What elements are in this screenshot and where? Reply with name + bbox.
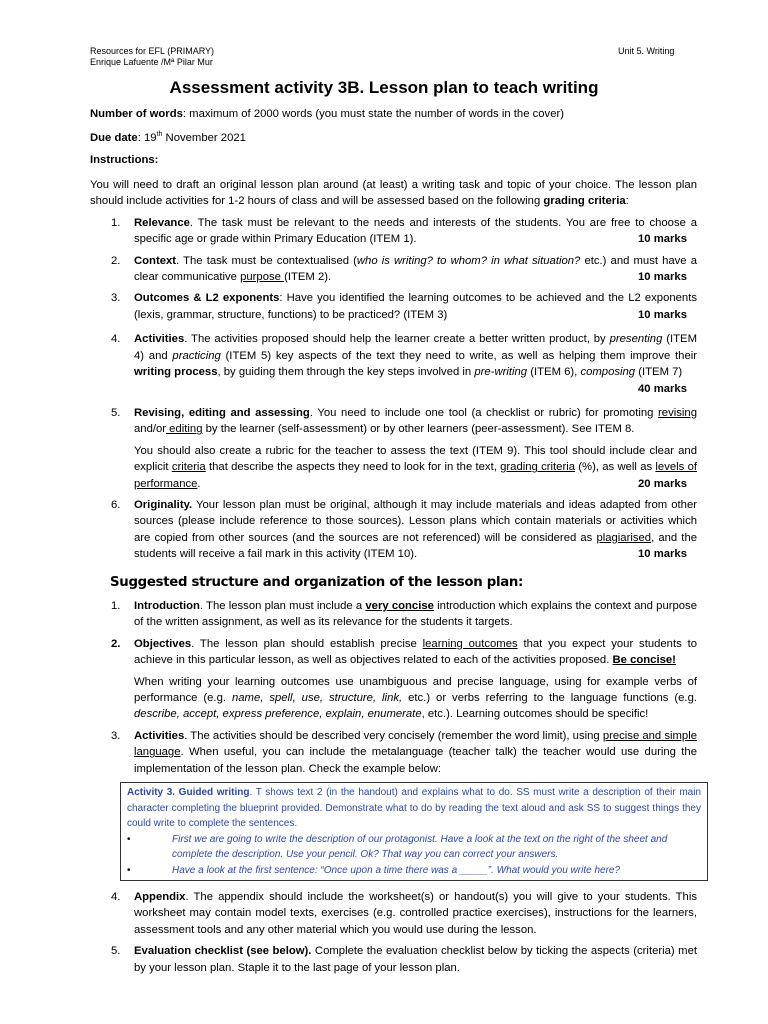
structure-heading: Suggested structure and organization of the lesson plan:: [110, 574, 524, 590]
criterion-revising-rubric: You should also create a rubric for the teacher to assess the text (ITEM 9). This tool should include clear and explicit criteria that describe the aspects they need to look for in the text, grading criteria (%), as well as levels of performance.: [134, 444, 697, 490]
criterion-outcomes: 3. Outcomes & L2 exponents: Have you identified the learning outcomes to be achieved and the L2 exponents (lexis, grammar, structure, functions) to be practiced? (ITEM 3) 10 marks: [90, 290, 697, 323]
intro-paragraph: You will need to draft an original lesson plan around (at least) a writing task and topic of your choice. The lesson plan should include activities for 1-2 hours of class and will be assessed based on the following grading criteria:: [90, 178, 697, 208]
due-date: Due date: 19th November 2021: [90, 131, 246, 145]
example-activity-description: Activity 3. Guided writing. T shows text 2 (in the handout) and explains what to do. SS must write a description of their main character completing the blueprint provided. Demonstrate what to do by reading the text aloud and ask SS to suggest things they could write to complete the sentences.: [127, 787, 702, 830]
structure-list-continued: [90, 889, 697, 976]
criterion-relevance: 1. Relevance. The task must be relevant to the needs and interests of the students. You are free to choose a specific age or grade within Primary Education (ITEM 1). 10 marks: [90, 215, 697, 248]
header-authors: Enrique Lafuente /Mª Pilar Mur: [90, 57, 213, 67]
criterion-context: 2. Context. The task must be contextualised (who is writing? to whom? in what situation? etc.) and must have a clear communicative purpose (ITEM 2). 10 marks: [90, 253, 697, 286]
marks: 10 marks: [638, 308, 687, 321]
instructions-label: Instructions:: [90, 153, 159, 166]
structure-activities: 3. Activities. The activities should be described very concisely (remember the word limit), using precise and simple language. When useful, you can include the metalanguage (teacher talk) the teacher would use during the implementation of the lesson plan. Check the example below:: [111, 729, 697, 775]
bullet-icon: •: [127, 864, 131, 876]
structure-list: [90, 598, 697, 777]
marks: 10 marks: [638, 233, 687, 246]
page-title: Assessment activity 3B. Lesson plan to teach writing: [169, 78, 599, 97]
marks: 40 marks: [638, 382, 687, 395]
example-activity-box: [120, 782, 708, 881]
objectives-detail: When writing your learning outcomes use unambiguous and precise language, using for example verbs of performance (e.g. name, spell, use, structure, link, etc.) or verbs referring to the language functions (e.g. describe, accept, express preference, explain, enumerate, etc.). Learning outcomes should be specific!: [134, 675, 697, 721]
document-body: [90, 106, 702, 981]
header-left: [90, 46, 214, 68]
example-bullet: • Have a look at the first sentence: “Once upon a time there was a _____”. What would you write here?: [127, 863, 701, 879]
structure-introduction: 1. Introduction. The lesson plan must include a very concise introduction which explains the context and purpose of the written assignment, as well as its relevance for the students it targets.: [111, 600, 697, 629]
criterion-activities: 4. Activities. The activities proposed should help the learner create a better written product, by presenting (ITEM 4) and practicing (ITEM 5) key aspects of the text they need to write, as well as helping them improve their writing process, by guiding them through the key steps involved in pre-writing (ITEM 6), composing (ITEM 7) 40 marks: [90, 331, 697, 397]
grading-criteria-list: [90, 215, 697, 563]
header-course: Resources for EFL (PRIMARY): [90, 46, 215, 56]
bullet-icon: •: [127, 833, 131, 845]
marks: 10 marks: [638, 271, 687, 284]
marks: 10 marks: [638, 548, 687, 561]
example-bullet: • First we are going to write the description of our protagonist. Have a look at the text on the right of the sheet and complete the description. Use your pencil. Ok? That way you can correct your answers.: [127, 833, 668, 861]
number-of-words: Number of words: maximum of 2000 words (you must state the number of words in the cover): [90, 108, 565, 120]
structure-objectives: 2. Objectives. The lesson plan should establish precise learning outcomes that you expect your students to achieve in this particular lesson, as well as objectives related to each of the activities proposed. Be concise! When writing your learning outcomes use unambiguous and precise language, using for example verbs of performance (e.g. name, spell, use, structure, link, etc.) or verbs referring to the language functions (e.g. describe, accept, express preference, explain, enumerate, etc.). Learning outcomes should be specific!: [90, 636, 697, 723]
marks: 20 marks: [638, 477, 687, 490]
structure-evaluation-checklist: 5. Evaluation checklist (see below). Complete the evaluation checklist below by ticking the aspects (criteria) met by your lesson plan. Staple it to the last page of your lesson plan.: [111, 945, 697, 974]
header-unit: Unit 5. Writing: [618, 46, 675, 56]
structure-appendix: 4. Appendix. The appendix should include the worksheet(s) or handout(s) you will give to your students. This worksheet may contain model texts, exercises (e.g. controlled practice exercises), instructions for the learners, assessment tools and any other material which you would use during the lesson.: [111, 891, 697, 936]
criterion-revising: 5. Revising, editing and assessing. You need to include one tool (a checklist or rubric) for promoting revising and/or editing by the learner (self-assessment) or by other learners (peer-assessment). See ITEM 8. You should also create a rubric for the teacher to assess the text (ITEM 9). This tool should include clear and explicit criteria that describe the aspects they need to look for in the text, grading criteria (%), as well as levels of performance. 20 marks: [90, 405, 697, 492]
criterion-originality: 6. Originality. Your lesson plan must be original, although it may include materials and ideas adapted from other sources (please include reference to those sources). Lesson plans which contain materials or activities which are copied from other sources (and the sources are not referenced) will be considered as plagiarised, and the students will receive a fail mark in this activity (ITEM 10). 10 marks: [90, 497, 697, 563]
